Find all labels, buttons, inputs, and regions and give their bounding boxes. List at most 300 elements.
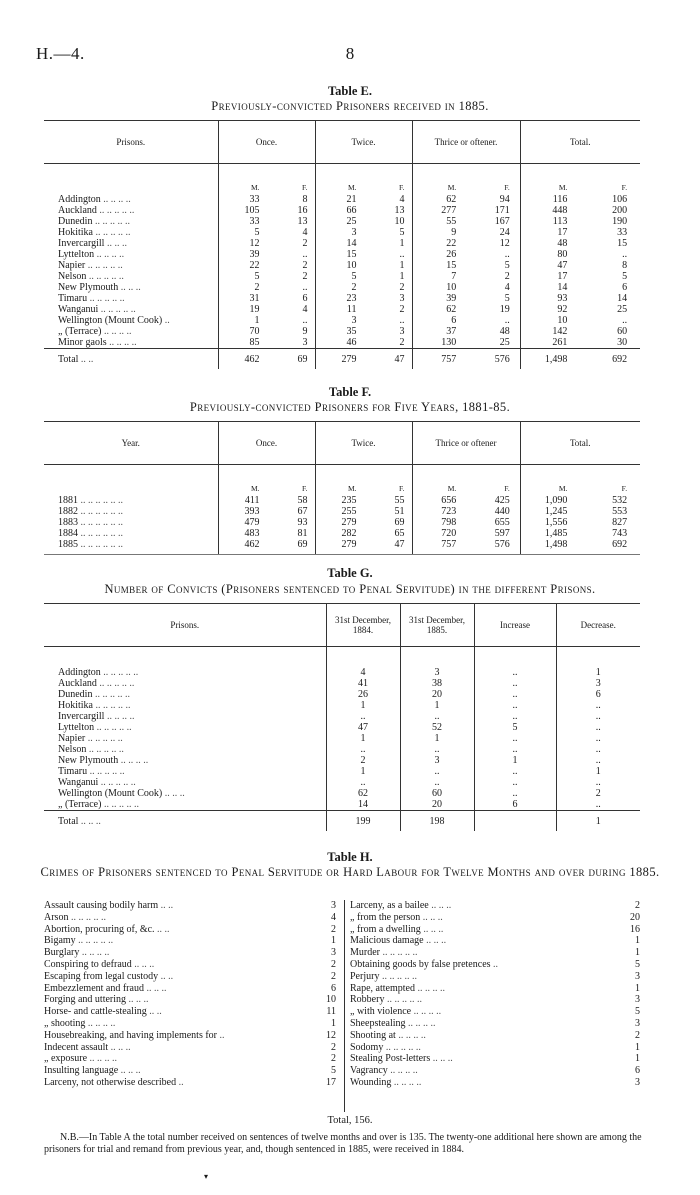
male-value: 39 bbox=[249, 249, 260, 260]
value-cell: .. bbox=[474, 744, 556, 755]
pair-cell bbox=[412, 194, 520, 205]
crime-count: 10 bbox=[326, 994, 336, 1006]
row-name: Lyttelton bbox=[58, 722, 95, 733]
spacer-row bbox=[44, 465, 640, 482]
leader-dots: .. .. .. .. .. bbox=[379, 970, 417, 982]
leader-dots: .. .. .. bbox=[162, 788, 185, 799]
mf-header-row bbox=[44, 180, 640, 194]
value-cell: 1 bbox=[400, 700, 474, 711]
pair-cell bbox=[520, 249, 640, 260]
crime-row bbox=[350, 1077, 640, 1089]
female-value: F. bbox=[399, 483, 405, 493]
leader-dots: .. .. .. .. .. bbox=[101, 799, 139, 810]
m-f-pair bbox=[219, 271, 315, 282]
pair-cell bbox=[520, 216, 640, 227]
m-f-pair bbox=[219, 293, 315, 304]
male-value: 9 bbox=[451, 227, 457, 238]
row-name: Invercargill bbox=[58, 238, 105, 249]
crime-row bbox=[350, 1006, 640, 1018]
crime-name: Horse- and cattle-stealing bbox=[44, 1006, 147, 1018]
crime-row bbox=[44, 912, 336, 924]
male-value: 798 bbox=[441, 517, 457, 528]
leader-dots: .. .. .. bbox=[143, 982, 167, 994]
leader-dots: .. .. .. bbox=[118, 282, 141, 293]
female-value: .. bbox=[504, 249, 510, 260]
m-f-pair bbox=[219, 517, 315, 528]
row-name: Napier bbox=[58, 260, 86, 271]
male-value: 757 bbox=[441, 539, 457, 550]
value-cell: .. bbox=[556, 755, 640, 766]
female-value: 8 bbox=[302, 194, 308, 205]
m-f-pair bbox=[413, 205, 520, 216]
leader-dots: .. .. .. .. .. bbox=[85, 733, 123, 744]
crime-row bbox=[44, 1030, 336, 1042]
male-value: 282 bbox=[341, 528, 357, 539]
pair-cell bbox=[520, 238, 640, 249]
pair-cell bbox=[412, 315, 520, 326]
female-value: 55 bbox=[394, 495, 405, 506]
table-row bbox=[44, 249, 640, 260]
table-row bbox=[44, 506, 640, 517]
male-value: 85 bbox=[249, 337, 260, 348]
total-row bbox=[44, 349, 640, 370]
male-value: 1,245 bbox=[544, 506, 568, 517]
female-value: 51 bbox=[394, 506, 405, 517]
pair-cell bbox=[218, 282, 315, 293]
female-value: 15 bbox=[617, 238, 628, 249]
row-label bbox=[44, 194, 218, 205]
value-cell: 2 bbox=[556, 788, 640, 799]
female-value: 425 bbox=[494, 495, 510, 506]
m-f-pair bbox=[413, 282, 520, 293]
leader-dots: .. .. .. bbox=[420, 911, 443, 923]
male-value: 279 bbox=[341, 353, 357, 365]
value-cell: .. bbox=[400, 744, 474, 755]
m-f-pair bbox=[316, 238, 412, 249]
crime-count: 1 bbox=[635, 947, 640, 959]
leader-dots: .. .. .. .. .. bbox=[86, 744, 124, 755]
crime-count: 3 bbox=[635, 970, 640, 982]
table-row bbox=[44, 337, 640, 349]
male-value: 1,498 bbox=[544, 353, 568, 365]
m-f-pair bbox=[413, 249, 520, 260]
m-f-pair bbox=[413, 354, 520, 365]
row-name: New Plymouth bbox=[58, 282, 119, 293]
spacer-cell bbox=[218, 164, 315, 181]
m-f-pair bbox=[521, 304, 641, 315]
crime-count: 3 bbox=[331, 900, 336, 911]
female-value: .. bbox=[302, 282, 308, 293]
spacer-cell bbox=[44, 164, 218, 181]
crime-row bbox=[44, 924, 336, 936]
value-cell: 52 bbox=[400, 722, 474, 733]
pair-cell bbox=[218, 349, 315, 370]
female-value: 30 bbox=[617, 337, 628, 348]
m-f-pair bbox=[413, 304, 520, 315]
crime-row bbox=[44, 1006, 336, 1018]
male-value: M. bbox=[447, 483, 457, 493]
male-value: 10 bbox=[557, 315, 568, 326]
female-value: 200 bbox=[612, 205, 628, 216]
table-h-subtitle: Crimes of Prisoners sentenced to Penal Servitude or Hard Labour for Twelve Months and over during 1885. bbox=[40, 865, 660, 879]
leader-dots: .. .. .. .. .. bbox=[85, 260, 123, 271]
total-label bbox=[44, 811, 326, 832]
table-h-title: Table H. bbox=[327, 850, 373, 864]
male-value: 62 bbox=[446, 304, 457, 315]
m-f-pair bbox=[413, 216, 520, 227]
crime-name: „ with violence bbox=[350, 1006, 412, 1018]
crime-count: 3 bbox=[635, 994, 640, 1006]
female-value: .. bbox=[399, 315, 405, 326]
row-label bbox=[44, 205, 218, 216]
table-row bbox=[44, 689, 640, 700]
value-cell: .. bbox=[400, 711, 474, 722]
leader-dots: .. .. .. .. .. bbox=[75, 935, 114, 947]
table-row bbox=[44, 777, 640, 788]
crime-count: 3 bbox=[635, 1017, 640, 1029]
table-row bbox=[44, 293, 640, 304]
male-value: 11 bbox=[346, 304, 357, 315]
male-value: 10 bbox=[446, 282, 457, 293]
value-cell: .. bbox=[326, 777, 400, 788]
value-cell: 3 bbox=[556, 678, 640, 689]
male-value: 277 bbox=[441, 205, 457, 216]
m-f-pair bbox=[316, 260, 412, 271]
leader-dots: .. .. .. bbox=[430, 1053, 453, 1065]
crime-count: 4 bbox=[331, 911, 336, 923]
crime-count: 6 bbox=[635, 1065, 640, 1077]
leader-dots: .. .. .. .. .. .. bbox=[78, 506, 123, 517]
male-value: 93 bbox=[557, 293, 568, 304]
value-cell: 20 bbox=[400, 799, 474, 811]
pair-cell bbox=[412, 205, 520, 216]
crime-name: Obtaining goods by false pretences bbox=[350, 958, 491, 970]
table-g-subtitle: Number of Convicts (Prisoners sentenced to Penal Servitude) in the different Prisons. bbox=[104, 582, 596, 596]
leader-dots: .. .. .. .. .. .. bbox=[78, 528, 123, 539]
crime-count: 5 bbox=[635, 958, 640, 970]
spacer-cell bbox=[315, 550, 412, 555]
row-label bbox=[44, 282, 218, 293]
pair-cell bbox=[412, 282, 520, 293]
male-value: 5 bbox=[254, 271, 260, 282]
row-name: „ (Terrace) bbox=[58, 326, 102, 337]
table-row bbox=[44, 711, 640, 722]
pair-cell bbox=[412, 304, 520, 315]
female-value: F. bbox=[302, 182, 308, 192]
leader-dots: .. .. .. bbox=[104, 238, 127, 249]
row-label bbox=[44, 249, 218, 260]
row-name: New Plymouth bbox=[58, 755, 119, 766]
pair-cell bbox=[315, 539, 412, 550]
value-cell: .. bbox=[474, 733, 556, 744]
pair-cell bbox=[315, 349, 412, 370]
female-value: .. bbox=[302, 315, 308, 326]
crime-count: 2 bbox=[331, 923, 336, 935]
leader-dots: .. .. .. .. bbox=[391, 1076, 422, 1088]
pair-cell bbox=[520, 293, 640, 304]
leader-dots: .. .. .. .. bbox=[79, 947, 110, 959]
m-f-pair bbox=[316, 227, 412, 238]
female-value: 440 bbox=[494, 506, 510, 517]
m-f-pair bbox=[413, 194, 520, 205]
crime-count: 1 bbox=[635, 1041, 640, 1053]
female-value: 5 bbox=[504, 293, 510, 304]
leader-dots: .. .. .. .. .. bbox=[92, 216, 130, 227]
row-name: 1882 bbox=[58, 506, 78, 517]
pair-cell bbox=[412, 227, 520, 238]
crime-count: 2 bbox=[331, 970, 336, 982]
row-name: Timaru bbox=[58, 293, 88, 304]
male-value: 5 bbox=[254, 227, 260, 238]
leader-dots: .. .. .. .. .. bbox=[380, 947, 418, 959]
pair-cell bbox=[412, 495, 520, 506]
pair-cell bbox=[218, 227, 315, 238]
total-value: 198 bbox=[400, 811, 474, 832]
male-value: M. bbox=[558, 483, 568, 493]
crime-count: 5 bbox=[635, 1006, 640, 1018]
spacer-cell bbox=[218, 550, 315, 555]
pair-cell bbox=[315, 227, 412, 238]
value-cell: 6 bbox=[556, 689, 640, 700]
male-value: 105 bbox=[244, 205, 260, 216]
row-name: Auckland bbox=[58, 205, 97, 216]
crime-row bbox=[350, 959, 640, 971]
leader-dots: .. .. .. .. bbox=[101, 326, 132, 337]
m-f-pair bbox=[316, 315, 412, 326]
row-name: Dunedin bbox=[58, 689, 93, 700]
leader-dots: .. .. .. .. .. bbox=[93, 700, 131, 711]
leader-dots: .. .. .. bbox=[78, 815, 101, 827]
male-value: 5 bbox=[351, 271, 357, 282]
spacer-cell bbox=[520, 550, 640, 555]
row-name: Wellington (Mount Cook) bbox=[58, 788, 163, 799]
spacer-cell bbox=[326, 647, 400, 668]
leader-dots: .. .. .. .. .. .. bbox=[78, 495, 123, 506]
spacer-cell bbox=[315, 465, 412, 482]
row-label bbox=[44, 293, 218, 304]
m-f-pair bbox=[413, 495, 520, 506]
value-cell: .. bbox=[474, 766, 556, 777]
spacer-cell bbox=[520, 164, 640, 181]
value-cell: .. bbox=[474, 711, 556, 722]
m-f-pair bbox=[219, 282, 315, 293]
table-row bbox=[44, 205, 640, 216]
row-name: Auckland bbox=[58, 678, 97, 689]
male-value: 39 bbox=[446, 293, 457, 304]
female-value: 1 bbox=[399, 271, 405, 282]
row-name: Dunedin bbox=[58, 216, 93, 227]
male-value: 55 bbox=[446, 216, 457, 227]
table-f-subtitle: Previously-convicted Prisoners for Five Years, 1881-85. bbox=[189, 400, 511, 414]
row-label bbox=[44, 755, 326, 766]
leader-dots: .. .. .. .. bbox=[405, 1017, 436, 1029]
pair-cell bbox=[520, 481, 640, 495]
table-row bbox=[44, 539, 640, 550]
m-f-pair bbox=[413, 506, 520, 517]
report-code: H.—4. bbox=[36, 44, 85, 63]
m-f-pair bbox=[521, 517, 641, 528]
pair-cell bbox=[412, 517, 520, 528]
male-value: 17 bbox=[557, 227, 568, 238]
female-value: F. bbox=[621, 483, 628, 493]
table-row bbox=[44, 755, 640, 766]
pair-cell bbox=[315, 517, 412, 528]
pair-cell bbox=[315, 260, 412, 271]
crime-count: 2 bbox=[331, 958, 336, 970]
male-value: 22 bbox=[446, 238, 457, 249]
m-f-pair bbox=[413, 227, 520, 238]
m-f-pair bbox=[219, 182, 315, 193]
female-value: 2 bbox=[302, 260, 308, 271]
female-value: 553 bbox=[612, 506, 628, 517]
row-name: Wanganui bbox=[58, 777, 99, 788]
male-value: 1,090 bbox=[544, 495, 568, 506]
table-row bbox=[44, 788, 640, 799]
value-cell: 1 bbox=[556, 766, 640, 777]
female-value: .. bbox=[622, 315, 628, 326]
female-value: 4 bbox=[399, 194, 405, 205]
row-label bbox=[44, 260, 218, 271]
table-f-title: Table F. bbox=[328, 385, 372, 399]
male-value: M. bbox=[250, 483, 260, 493]
table-row bbox=[44, 282, 640, 293]
female-value: 12 bbox=[499, 238, 510, 249]
male-value: 2 bbox=[254, 282, 260, 293]
female-value: 4 bbox=[504, 282, 510, 293]
female-value: 2 bbox=[302, 271, 308, 282]
pair-cell bbox=[520, 517, 640, 528]
table-row bbox=[44, 304, 640, 315]
female-value: F. bbox=[504, 182, 510, 192]
pair-cell bbox=[315, 315, 412, 326]
row-label bbox=[44, 315, 218, 326]
m-f-pair bbox=[219, 227, 315, 238]
male-value: 411 bbox=[244, 495, 260, 506]
row-label bbox=[44, 744, 326, 755]
m-f-pair bbox=[521, 337, 641, 348]
female-value: 2 bbox=[399, 282, 405, 293]
leader-dots: .. .. .. .. bbox=[395, 1029, 426, 1041]
crime-row bbox=[44, 1053, 336, 1065]
column-header: Prisons. bbox=[44, 604, 326, 647]
spacer-row bbox=[44, 164, 640, 181]
male-value: 2 bbox=[351, 282, 357, 293]
crime-name: Insulting language bbox=[44, 1065, 119, 1077]
table-e-title: Table E. bbox=[327, 84, 372, 98]
pair-cell bbox=[520, 205, 640, 216]
row-name: Wellington (Mount Cook) bbox=[58, 315, 163, 326]
female-value: 692 bbox=[612, 539, 628, 550]
crime-row bbox=[44, 971, 336, 983]
female-value: 93 bbox=[297, 517, 308, 528]
crime-name: Sodomy bbox=[350, 1041, 384, 1053]
crime-row bbox=[350, 912, 640, 924]
table-row bbox=[44, 722, 640, 733]
column-header: 31st December, 1884. bbox=[326, 604, 400, 647]
crime-name: Stealing Post-letters bbox=[350, 1053, 431, 1065]
male-value: 33 bbox=[249, 194, 260, 205]
leader-dots: .. .. bbox=[146, 1006, 162, 1018]
leader-dots: .. .. .. .. .. bbox=[87, 293, 125, 304]
m-f-pair bbox=[219, 528, 315, 539]
value-cell: .. bbox=[474, 667, 556, 678]
column-header: Decrease. bbox=[556, 604, 640, 647]
female-value: 1 bbox=[399, 238, 405, 249]
female-value: F. bbox=[621, 182, 628, 192]
pair-cell bbox=[520, 304, 640, 315]
table-row bbox=[44, 744, 640, 755]
male-value: 23 bbox=[346, 293, 357, 304]
pair-cell bbox=[520, 528, 640, 539]
male-value: 47 bbox=[557, 260, 568, 271]
leader-dots: .. .. .. .. bbox=[106, 337, 137, 348]
column-header: Twice. bbox=[315, 422, 412, 465]
m-f-pair bbox=[521, 495, 641, 506]
pair-cell bbox=[315, 337, 412, 349]
female-value: 532 bbox=[612, 495, 628, 506]
leader-dots: .. .. .. .. bbox=[104, 711, 135, 722]
m-f-pair bbox=[521, 249, 641, 260]
crime-name: Larceny, not otherwise described bbox=[44, 1076, 177, 1088]
leader-dots: .. .. .. .. .. bbox=[86, 271, 124, 282]
value-cell: .. bbox=[474, 777, 556, 788]
male-value: 15 bbox=[446, 260, 457, 271]
pair-cell bbox=[520, 495, 640, 506]
row-name: 1883 bbox=[58, 517, 78, 528]
spacer-cell bbox=[400, 647, 474, 668]
column-header: 31st December, 1885. bbox=[400, 604, 474, 647]
leader-dots: .. .. .. .. bbox=[87, 1053, 118, 1065]
male-value: 48 bbox=[557, 238, 568, 249]
crime-count: 1 bbox=[635, 982, 640, 994]
row-name: Nelson bbox=[58, 271, 87, 282]
table-row bbox=[44, 517, 640, 528]
leader-dots: .. .. .. .. .. bbox=[94, 722, 132, 733]
page-number: 8 bbox=[345, 44, 355, 63]
pair-cell bbox=[218, 260, 315, 271]
leader-dots: .. .. .. .. .. bbox=[98, 777, 136, 788]
crime-count: 5 bbox=[331, 1065, 336, 1077]
leader-dots: .. .. .. bbox=[423, 935, 447, 947]
pair-cell bbox=[315, 481, 412, 495]
blank-cell bbox=[44, 180, 218, 194]
crime-name: Assault causing bodily harm bbox=[44, 900, 159, 911]
value-cell: .. bbox=[474, 788, 556, 799]
female-value: 2 bbox=[399, 337, 405, 348]
m-f-pair bbox=[316, 182, 412, 193]
leader-dots: .. .. .. .. bbox=[94, 249, 125, 260]
value-cell: 5 bbox=[474, 722, 556, 733]
pair-cell bbox=[218, 481, 315, 495]
male-value: 130 bbox=[441, 337, 457, 348]
crime-row bbox=[44, 947, 336, 959]
pair-cell bbox=[412, 528, 520, 539]
m-f-pair bbox=[316, 528, 412, 539]
m-f-pair bbox=[316, 271, 412, 282]
value-cell: 1 bbox=[326, 733, 400, 744]
male-value: 15 bbox=[346, 249, 357, 260]
male-value: 113 bbox=[552, 216, 568, 227]
table-row bbox=[44, 216, 640, 227]
pair-cell bbox=[315, 271, 412, 282]
m-f-pair bbox=[219, 304, 315, 315]
pair-cell bbox=[412, 337, 520, 349]
m-f-pair bbox=[521, 354, 641, 365]
leader-dots: .. .. .. bbox=[420, 923, 444, 935]
crime-row bbox=[350, 1018, 640, 1030]
leader-dots: .. .. .. .. .. bbox=[98, 304, 136, 315]
table-e-subtitle: Previously-convicted Prisoners received in 1885. bbox=[211, 99, 489, 113]
